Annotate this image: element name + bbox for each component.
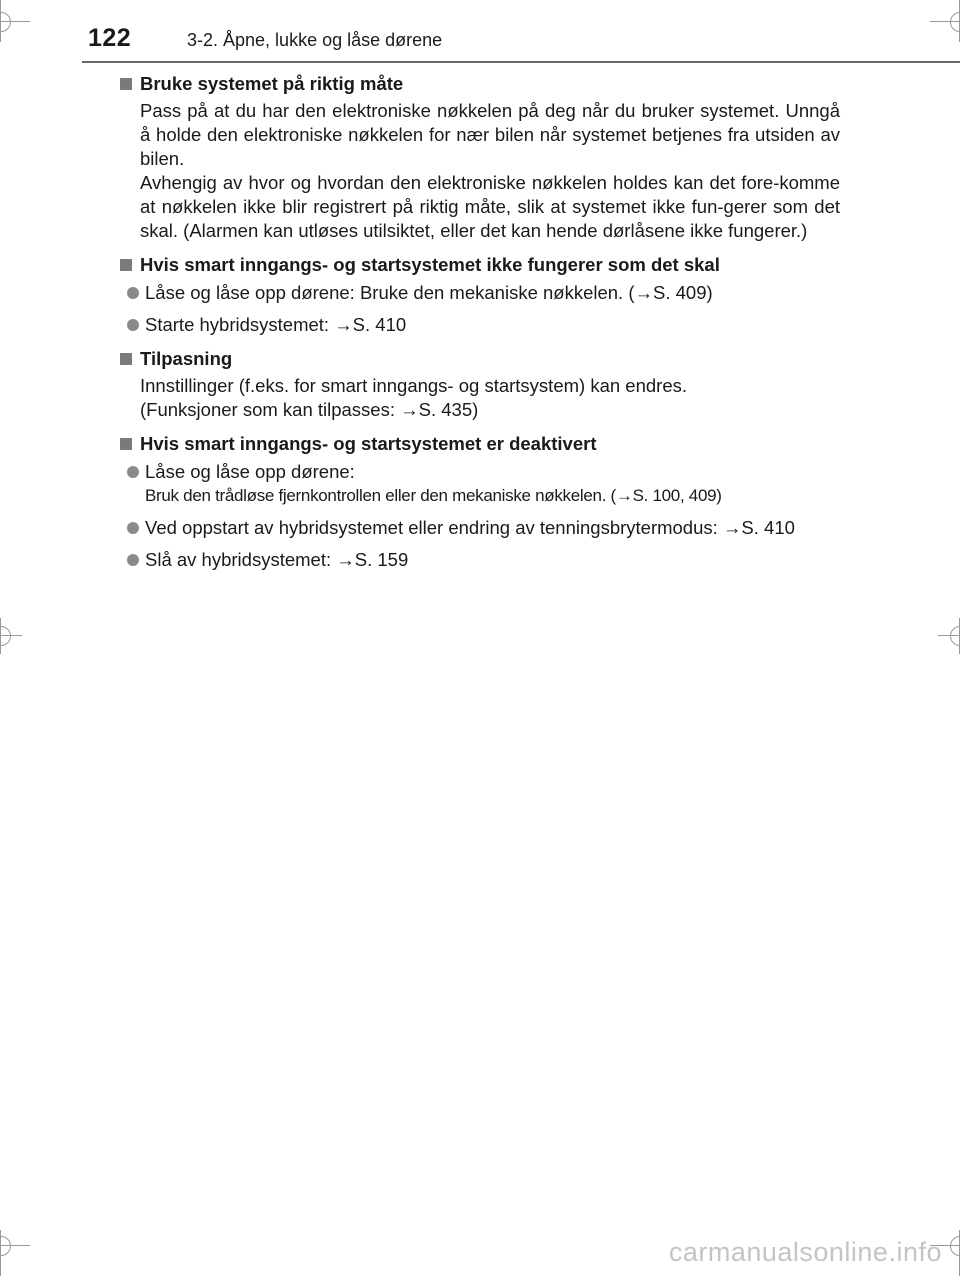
section-heading: Hvis smart inngangs- og startsystemet ikke fungerer som det skal	[120, 253, 840, 277]
paragraph: Avhengig av hvor og hvordan den elektroniske nøkkelen holdes kan det fore-komme at nøkkelen ikke blir registrert på riktig måte, slik at systemet ikke fun-gerer som det skal. (Alarmen kan utløses utilsiktet, eller det kan hende dørlåsene ikke fungerer.)	[140, 172, 840, 241]
paragraph: (Funksjoner som kan tilpasses: →S. 435)	[140, 399, 479, 420]
square-bullet-icon	[120, 353, 132, 365]
page-content	[120, 72, 840, 582]
circle-bullet-icon	[127, 466, 139, 478]
square-bullet-icon	[120, 259, 132, 271]
header-divider	[82, 61, 960, 63]
watermark: carmanualsonline.info	[668, 1237, 942, 1267]
section-heading: Hvis smart inngangs- og startsystemet er deaktivert	[120, 432, 840, 456]
square-bullet-icon	[120, 78, 132, 90]
section-customization	[120, 347, 840, 422]
circle-bullet-icon	[127, 554, 139, 566]
list-item: Låse og låse opp dørene: Bruke den mekaniske nøkkelen. (→S. 409)	[120, 281, 840, 305]
paragraph: Pass på at du har den elektroniske nøkkelen på deg når du bruker systemet. Unngå å holde den elektroniske nøkkelen for nær bilen når systemet betjenes fra utsiden av bilen.	[140, 100, 840, 169]
list-item: Starte hybridsystemet: →S. 410	[120, 313, 840, 337]
section-not-working	[120, 253, 840, 337]
section-deactivated	[120, 432, 840, 572]
paragraph: Innstillinger (f.eks. for smart inngangs- og startsystem) kan endres.	[140, 375, 687, 396]
section-title: 3-2. Åpne, lukke og låse dørene	[187, 30, 443, 50]
list-item: Slå av hybridsystemet: →S. 159	[120, 548, 840, 572]
list-item: Låse og låse opp dørene: Bruk den trådløse fjernkontrollen eller den mekaniske nøkkelen. (→S. 100, 409)	[120, 460, 840, 508]
section-heading: Bruke systemet på riktig måte	[120, 72, 840, 96]
square-bullet-icon	[120, 438, 132, 450]
circle-bullet-icon	[127, 522, 139, 534]
page-number: 122	[88, 24, 132, 52]
list-item: Ved oppstart av hybridsystemet eller endring av tenningsbrytermodus: →S. 410	[120, 516, 840, 540]
section-correct-use	[120, 72, 840, 243]
circle-bullet-icon	[127, 287, 139, 299]
circle-bullet-icon	[127, 319, 139, 331]
section-heading: Tilpasning	[120, 347, 840, 371]
